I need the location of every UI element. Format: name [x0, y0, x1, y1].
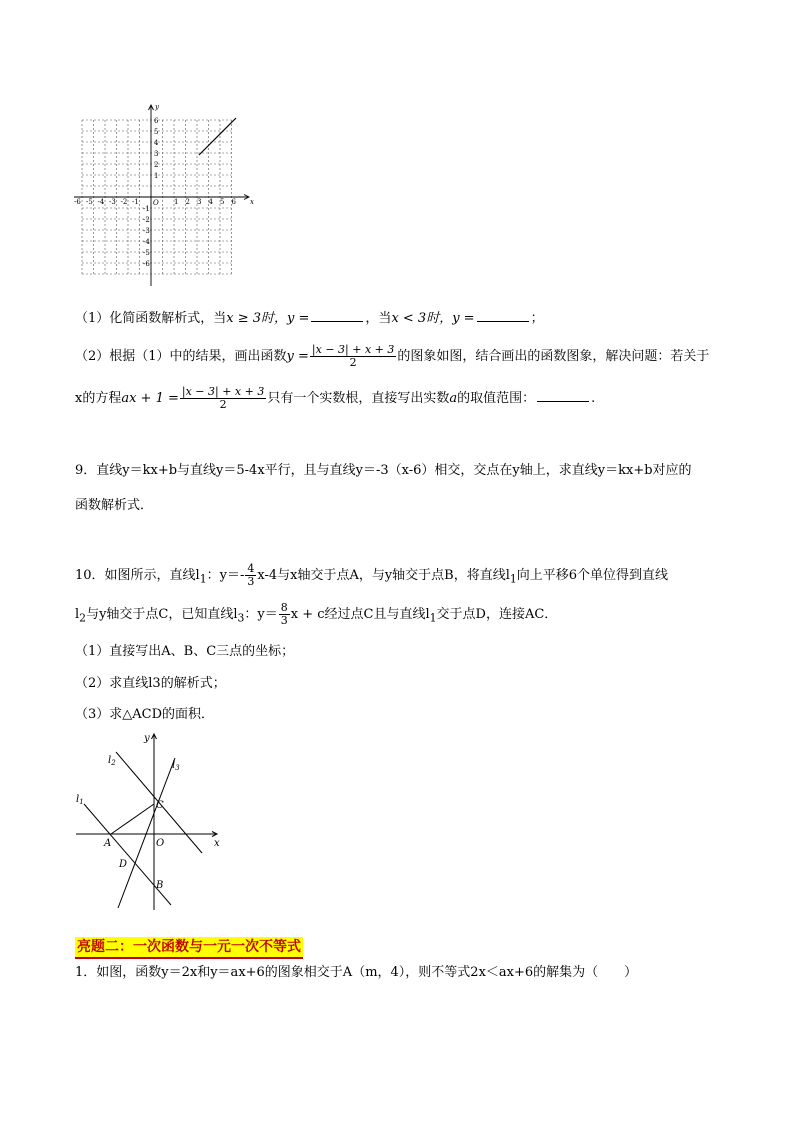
- label-a: A: [104, 838, 112, 849]
- y-tick: 5: [154, 128, 159, 136]
- answer-blank: [311, 309, 363, 322]
- y-axis-label: y: [155, 103, 159, 111]
- coordinate-grid-figure: [68, 100, 260, 295]
- axes: [74, 105, 249, 286]
- fraction: $\frac{|x - 3| + x + 3}{2}$: [311, 343, 395, 369]
- x-tick: -5: [86, 198, 93, 206]
- p10-line2: $l_2$与y轴交于点C，已知直线$l_3$：y＝ $\frac{8}{3}$ x + c经过点C且与直线$l_1$交于点D，连接AC．: [75, 601, 558, 627]
- y-tick: 3: [154, 150, 159, 158]
- fraction: $\frac{|x - 3| + x + 3}{2}$: [181, 385, 265, 411]
- y-tick: 2: [154, 161, 159, 169]
- p8-q2-line2: x的方程ax + 1 = $\frac{|x - 3| + x + 3}{2}$ 只有一个实数根，直接写出实数a的取值范围： .: [75, 385, 596, 411]
- x-tick: 3: [197, 198, 202, 206]
- label-b: B: [156, 880, 164, 891]
- label-l2: $l_2$: [108, 755, 116, 767]
- x-tick: -2: [120, 198, 128, 206]
- x-tick: 6: [231, 198, 236, 206]
- p10-line1: 10．如图所示，直线$l_1$：y＝- $\frac{4}{3}$ x-4与x轴交于点A，与y轴交于点B，将直线$l_1$向上平移6个单位得到直线: [75, 562, 669, 588]
- x-axis-label: x: [250, 198, 254, 206]
- p10-q2: （2）求直线l3的解析式；: [75, 676, 226, 691]
- p9-line1: 9．直线y＝kx+b与直线y＝5-4x平行，且与直线y＝-3（x-6）相交，交点在y轴上，求直线y＝kx+b对应的: [75, 463, 692, 478]
- p8-q1: （1）化简函数解析式，当x ≥ 3时，y = ，当x < 3时，y = ；: [75, 311, 544, 326]
- p9-line2: 函数解析式．: [75, 498, 154, 513]
- answer-blank: [477, 309, 529, 322]
- line-l3: [118, 758, 175, 908]
- p10-q3: （3）求△ACD的面积．: [75, 707, 215, 722]
- origin-label: O: [153, 199, 159, 207]
- label-c: C: [156, 800, 164, 811]
- label-y: y: [144, 733, 150, 744]
- section-q1: 1．如图，函数y＝2x和y＝ax+6的图象相交于A（m，4），则不等式2x＜ax+6的解集为（ ）: [75, 965, 638, 980]
- p8-q2-line1: （2）根据（1）中的结果，画出函数y = $\frac{|x - 3| + x + 3}{2}$ 的图象如图，结合画出的函数图象，解决问题：若关于: [75, 343, 710, 369]
- x-tick: 4: [208, 198, 213, 206]
- answer-blank: [537, 389, 589, 402]
- y-tick: 1: [154, 172, 159, 180]
- fraction: $\frac{4}{3}$: [247, 562, 255, 588]
- label-d: D: [119, 859, 128, 870]
- x-tick: 2: [185, 198, 190, 206]
- x-tick: -4: [97, 198, 105, 206]
- y-tick: 6: [154, 117, 159, 125]
- label-o: O: [156, 838, 165, 849]
- label-x: x: [214, 838, 220, 849]
- x-tick: -3: [109, 198, 116, 206]
- x-tick: 1: [174, 198, 179, 206]
- p10-q1: （1）直接写出A、B、C三点的坐标；: [75, 644, 295, 659]
- section-title: 亮题二：一次函数与一元一次不等式: [75, 937, 303, 959]
- label-l1: $l_1$: [76, 794, 84, 806]
- y-tick: -6: [143, 260, 150, 268]
- y-tick: -1: [143, 205, 150, 213]
- y-tick: -2: [143, 216, 150, 224]
- x-tick: -1: [132, 198, 139, 206]
- y-tick: -4: [143, 238, 150, 246]
- label-l3: $l_3$: [172, 760, 180, 772]
- lines-figure: [70, 730, 230, 912]
- x-tick: 5: [220, 198, 225, 206]
- y-tick: -5: [143, 249, 150, 257]
- graph-segment: [199, 118, 236, 155]
- fraction: $\frac{8}{3}$: [280, 601, 288, 627]
- x-tick: -6: [74, 198, 81, 206]
- y-tick: 4: [154, 139, 159, 147]
- y-tick: -3: [143, 227, 150, 235]
